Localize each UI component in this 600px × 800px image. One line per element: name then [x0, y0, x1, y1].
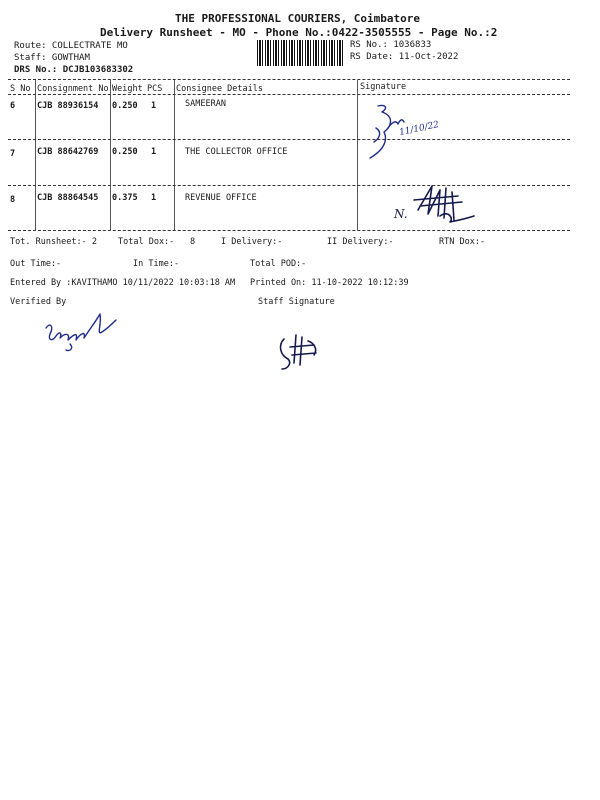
row-sno: 7 [10, 149, 16, 159]
col-header-pcs: PCS [147, 84, 163, 94]
row-weight: 0.250 [112, 147, 138, 157]
row-pcs: 1 [151, 147, 157, 157]
col-header-sno: S No [10, 84, 31, 94]
row-sno: 6 [10, 101, 16, 111]
row-sno: 8 [10, 195, 16, 205]
row-pcs: 1 [151, 101, 157, 111]
rtn-dox: RTN Dox:- [439, 237, 486, 247]
col-divider [110, 80, 111, 230]
row-weight: 0.375 [112, 193, 138, 203]
col-header-consignee: Consignee Details [176, 84, 263, 94]
row-rule [8, 139, 570, 140]
rs-date: RS Date: 11-Oct-2022 [350, 52, 459, 62]
col-header-consignment: Consignment No [37, 84, 109, 94]
i-delivery: I Delivery:- [221, 237, 283, 247]
barcode [257, 40, 343, 66]
tot-runsheet: Tot. Runsheet:- 2 [10, 237, 97, 247]
row-consignment: CJB 88936154 [37, 101, 99, 111]
runsheet-subtitle: Delivery Runsheet - MO - Phone No.:0422-3505555 - Page No.:2 [100, 26, 498, 39]
out-time: Out Time:- [10, 259, 62, 269]
row-pcs: 1 [151, 193, 157, 203]
route-label: Route: COLLECTRATE MO [14, 41, 128, 51]
col-divider [35, 80, 36, 230]
total-dox-label: Total Dox:- [118, 237, 175, 247]
row8-handwritten-prefix: N. [394, 207, 408, 221]
row-consignee: SAMEERAN [185, 99, 226, 109]
col-header-weight: Weight [112, 84, 143, 94]
total-dox-value: 8 [190, 237, 196, 247]
col-divider [174, 80, 175, 230]
verified-by-label: Verified By [10, 297, 67, 307]
company-title: THE PROFESSIONAL COURIERS, Coimbatore [175, 12, 421, 25]
row-consignee: REVENUE OFFICE [185, 193, 257, 203]
in-time: In Time:- [133, 259, 180, 269]
rs-number: RS No.: 1036833 [350, 40, 432, 50]
table-header-rule [8, 94, 570, 95]
col-header-signature: Signature [360, 82, 407, 92]
total-pod: Total POD:- [250, 259, 307, 269]
row-consignee: THE COLLECTOR OFFICE [185, 147, 288, 157]
row-weight: 0.250 [112, 101, 138, 111]
row-consignment: CJB 88642769 [37, 147, 99, 157]
row8-signature [410, 180, 490, 230]
printed-on: Printed On: 11-10-2022 10:12:39 [250, 278, 409, 288]
row6-handwritten-date: 11/10/22 [398, 119, 441, 139]
ii-delivery: II Delivery:- [327, 237, 394, 247]
entered-by: Entered By :KAVITHAMO 10/11/2022 10:03:18 AM [10, 278, 236, 288]
verified-by-signature [40, 308, 130, 353]
staff-signature [274, 325, 344, 375]
staff-signature-label: Staff Signature [258, 297, 335, 307]
table-top-rule [8, 79, 570, 80]
staff-label: Staff: GOWTHAM [14, 53, 90, 63]
drs-number: DRS No.: DCJB103683302 [14, 65, 134, 75]
table-bottom-rule [8, 230, 570, 231]
row-consignment: CJB 88864545 [37, 193, 99, 203]
